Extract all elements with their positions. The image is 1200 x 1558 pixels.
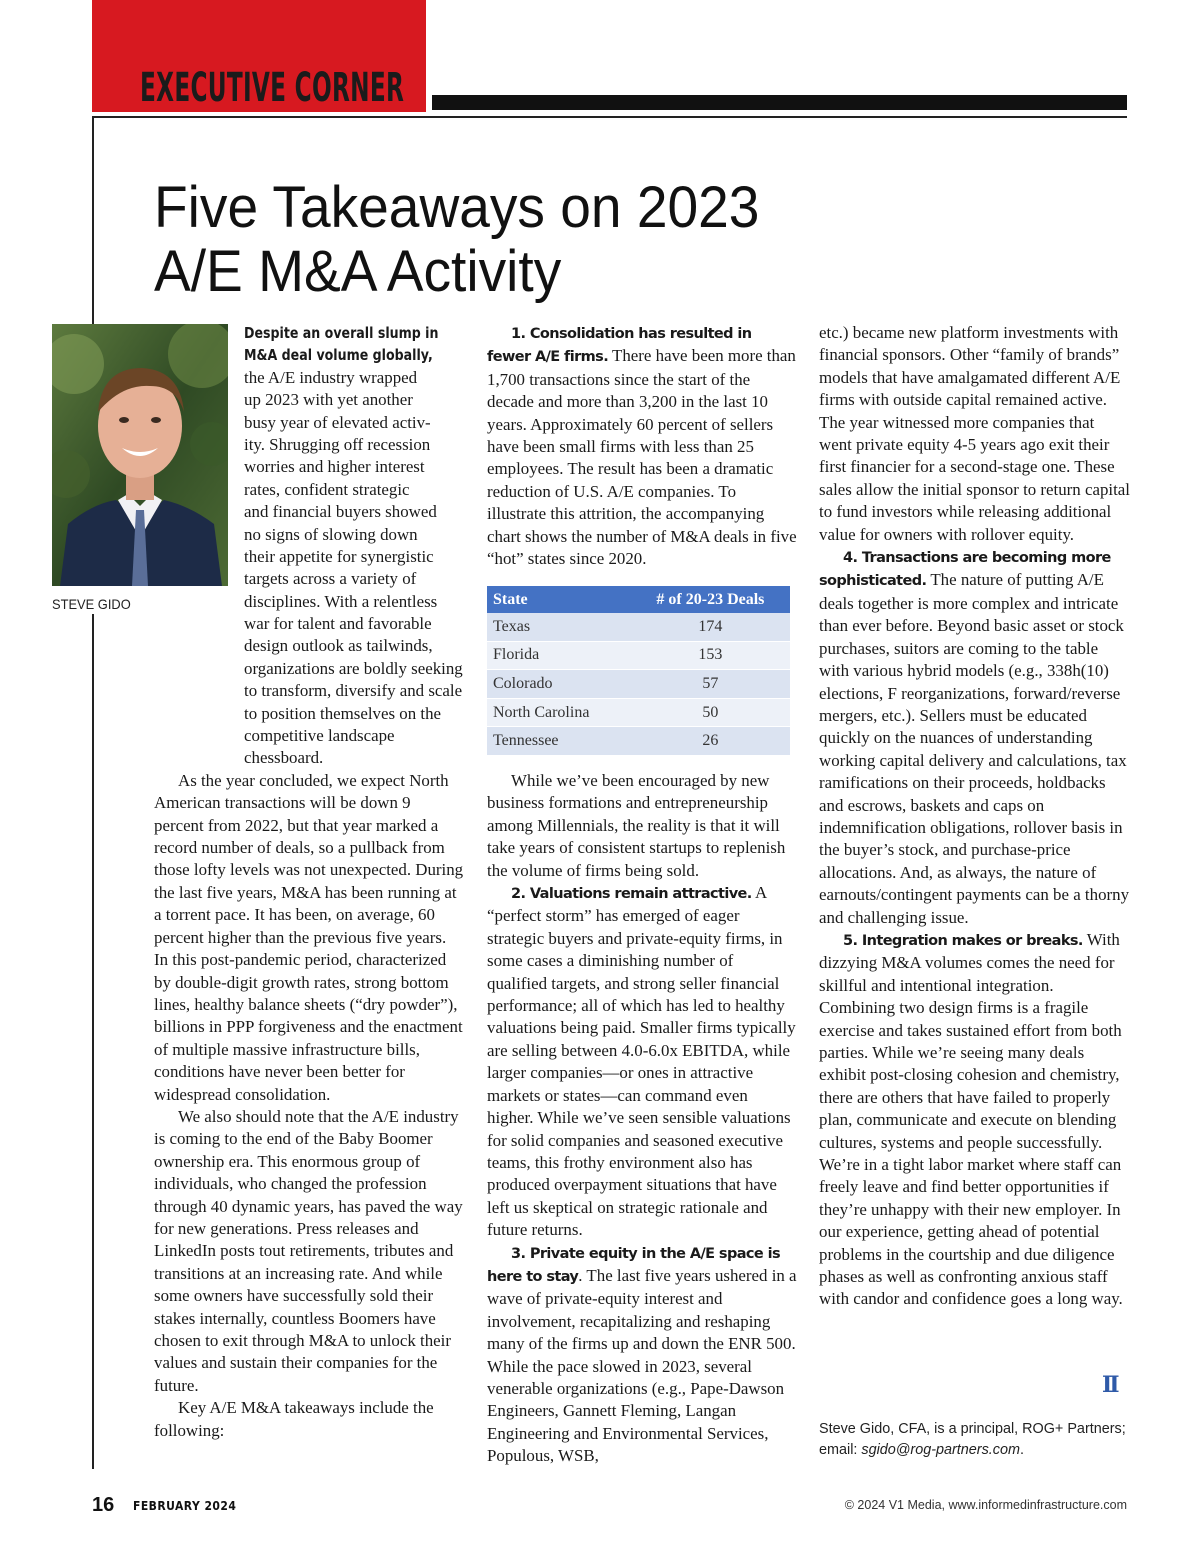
column-2-top — [487, 322, 797, 570]
takeaway-1-heading: 1. Consolidation has resulted in fewer A/E firms. — [487, 326, 752, 366]
bio-email-link[interactable]: sgido@rog-partners.com — [861, 1442, 1020, 1458]
table-cell-state: Tennessee — [487, 727, 631, 756]
photo-caption: STEVE GIDO — [52, 596, 131, 612]
takeaway-5 — [819, 929, 1131, 1311]
table-cell-deals: 50 — [631, 698, 790, 727]
table-cell-state: Florida — [487, 641, 631, 670]
takeaway-3 — [487, 1242, 797, 1468]
table-header-deals: # of 20-23 Deals — [631, 586, 790, 613]
table-row — [487, 698, 790, 727]
table-cell-deals: 26 — [631, 727, 790, 756]
takeaway-2-heading: 2. Valuations remain attractive. — [511, 886, 752, 903]
table-cell-state: Texas — [487, 613, 631, 641]
table-row — [487, 670, 790, 699]
table-header-state: State — [487, 586, 631, 613]
takeaway-4-heading: 4. Transactions are becoming more sophisticated. — [819, 550, 1111, 590]
takeaway-1-body: There have been more than 1,700 transactions since the start of the decade and more than 3,200 in the last 10 years. Approximately 60 percent of sellers have been small firms with less than 25 employees. The result has been a dramatic reduction of U.S. A/E companies. To illustrate this attrition, the accompanying chart shows the number of M&A deals in five “hot” states since 2020. — [487, 346, 797, 569]
intro-line: rates, confident strategic — [244, 479, 410, 499]
bio-email-period: . — [1019, 1442, 1024, 1458]
paragraph-3: We also should note that the A/E industry is coming to the end of the Baby Boomer ownership era. This enormous group of individuals, who changed the profession through 40 dynamic years, has paved the way for new generations. Press releases and LinkedIn posts tout retirements, tributes and transitions at an increasing rate. And while some owners have successfully sold their stakes internally, countless Boomers have chosen to exit through M&A to unlock their values and sustain their companies for the future. — [154, 1106, 463, 1395]
paragraph-after-table: While we’ve been encouraged by new business formations and entrepreneurship among Millennials, the reality is that it will take years of consistent startups to replenish the volume of firms being sold. — [487, 771, 786, 880]
frame-left-rule-lower — [92, 614, 94, 1469]
takeaway-2-body: A “perfect storm” has emerged of eager strategic buyers and private-equity firms, in some cases a diminishing number of qualified targets, and strong seller financial performance; all of which has led to healthy valuations being paid. Smaller firms typically are selling between 4.0-6.0x EBITDA, while larger companies—or ones in attractive markets or states—can command even higher. While we’ve seen sensible valuations for solid companies and seasoned executive teams, this frothy environment also has produced overpayment situations that have left us skeptical on strategic rationale and future returns. — [487, 883, 796, 1240]
paragraph-2: As the year concluded, we expect North American transactions will be down 9 percent from 2022, but that year marked a record number of deals, so a pullback from those lofty levels was not unexpected. During the last five years, M&A has been running at a torrent pace. It has been, on average, 60 percent higher than the previous five years. In this post-pandemic period, characterized by double-digit growth rates, strong bottom lines, healthy balance sheets (“dry powder”), billions in PPP forgiveness and the enactment of multiple massive infrastructure bills, conditions have never been better for widespread consolidation. — [154, 770, 464, 1104]
end-of-article-mark: II — [1102, 1372, 1117, 1398]
intro-column-wrap — [244, 322, 462, 613]
copyright-notice: © 2024 V1 Media, www.informedinfrastructure.com — [844, 1498, 1127, 1512]
bio-email-label: email: — [819, 1442, 862, 1458]
intro-line: ity. Shrugging off recession — [244, 435, 431, 455]
intro-line: targets across a variety of — [244, 569, 417, 589]
table-header-row — [487, 586, 790, 613]
intro-lead-line-2: M&A deal volume globally, — [244, 346, 433, 365]
intro-lead-line-1: Despite an overall slump in — [244, 324, 439, 342]
bio-line: Steve Gido, CFA, is a principal, ROG+ Partners; — [819, 1421, 1126, 1437]
title-line-2: A/E M&A Activity — [154, 239, 562, 304]
takeaway-5-body: With dizzying M&A volumes comes the need for skillful and intentional integration. Combining two design firms is a fragile exercise and takes sustained effort from both parties. While we’re seeing many deals exhibit post-closing cohesion and chemistry, there are others that have failed to properly plan, communicate and execute on blending cultures, systems and people successfully. We’re in a tight labor market where staff can freely leave and find better opportunities if they’re unhappy with their new employer. In our experience, getting ahead of potential problems in the courtship and due diligence phases as well as confronting anxious staff with candor and confidence goes a long way. — [819, 929, 1123, 1309]
paragraph-1-rest: war for talent and favorable design outlook as tailwinds, organizations are boldly seeking to transform, diversify and scale to position themselves on the competitive landscape chessboard. — [244, 614, 463, 768]
table-cell-deals: 153 — [631, 641, 790, 670]
section-label: EXECUTIVE CORNER — [140, 65, 405, 111]
takeaway-3-body: . The last five years ushered in a wave of private-equity interest and involvement, recapitalizing and reshaping many of the firms up and down the ENR 500. While the pace slowed in 2023, several venerable organizations (e.g., Pape-Dawson Engineers, Gannett Fleming, Langan Engineering and Environmental Services, Populous, WSB, — [487, 1265, 797, 1466]
table-cell-state: North Carolina — [487, 698, 631, 727]
table-row — [487, 641, 790, 670]
frame-left-rule — [92, 116, 94, 324]
intro-line: disciplines. With a relentless — [244, 591, 438, 611]
takeaway-3-heading: 3. Private equity in the A/E space is here to stay — [487, 1245, 781, 1285]
intro-line: busy year of elevated activ- — [244, 412, 431, 432]
frame-top-rule — [92, 116, 1127, 118]
takeaway-4 — [819, 546, 1131, 929]
deals-by-state-table — [487, 586, 790, 756]
bio-email-line — [819, 1440, 1129, 1461]
intro-line: no signs of slowing down — [244, 524, 418, 544]
page-number: 16 — [92, 1494, 115, 1516]
paragraph-1-continued — [154, 613, 464, 770]
author-bio — [819, 1419, 1129, 1461]
takeaway-1 — [487, 322, 797, 570]
takeaway-5-heading: 5. Integration makes or breaks. — [843, 932, 1083, 949]
intro-line: the A/E industry wrapped — [244, 367, 418, 387]
table-row — [487, 727, 790, 756]
takeaway-3-continued: etc.) became new platform investments with financial sponsors. Other “family of brands” models that have amalgamated different A/E firms with outside capital remained active. The year witnessed more companies that went private equity 4-5 years ago exit their first financier for a second-stage one. These sales allow the initial sponsor to return capital to fund investors while releasing additional value for owners with rollover equity. — [819, 323, 1130, 544]
article-title — [154, 176, 1009, 304]
table-cell-deals: 57 — [631, 670, 790, 699]
header-rule — [432, 95, 1127, 110]
column-3 — [819, 322, 1131, 1311]
table-cell-deals: 174 — [631, 613, 790, 641]
column-1 — [154, 613, 464, 1442]
takeaway-2 — [487, 882, 797, 1242]
issue-date: FEBRUARY 2024 — [133, 1499, 237, 1513]
column-2-bottom — [487, 770, 797, 1468]
intro-line: up 2023 with yet another — [244, 390, 413, 410]
author-photo — [52, 324, 228, 586]
table-row — [487, 613, 790, 641]
intro-line: their appetite for synergistic — [244, 547, 434, 567]
table-cell-state: Colorado — [487, 670, 631, 699]
paragraph-4: Key A/E M&A takeaways include the following: — [154, 1398, 434, 1440]
takeaway-4-body: The nature of putting A/E deals together is more complex and intricate than ever before. Beyond basic asset or stock purchases, suitors are coming to the table with various hybrid models (e.g., 338h(10) elections, F reorganizations, forward/reverse mergers, etc.). Sellers must be educated quickly on the nuances of understanding working capital delivery and calculations, tax ramifications on their proceeds, holdbacks and escrows, baskets and caps on indemnification obligations, rollover basis in the buyer’s stock, and purchase-price allocations. And, as always, the nature of earnouts/contingent payments can be a thorny and challenging issue. — [819, 570, 1130, 927]
intro-line: worries and higher interest — [244, 457, 425, 477]
title-line-1: Five Takeaways on 2023 — [154, 175, 760, 240]
intro-line: and financial buyers showed — [244, 502, 437, 522]
